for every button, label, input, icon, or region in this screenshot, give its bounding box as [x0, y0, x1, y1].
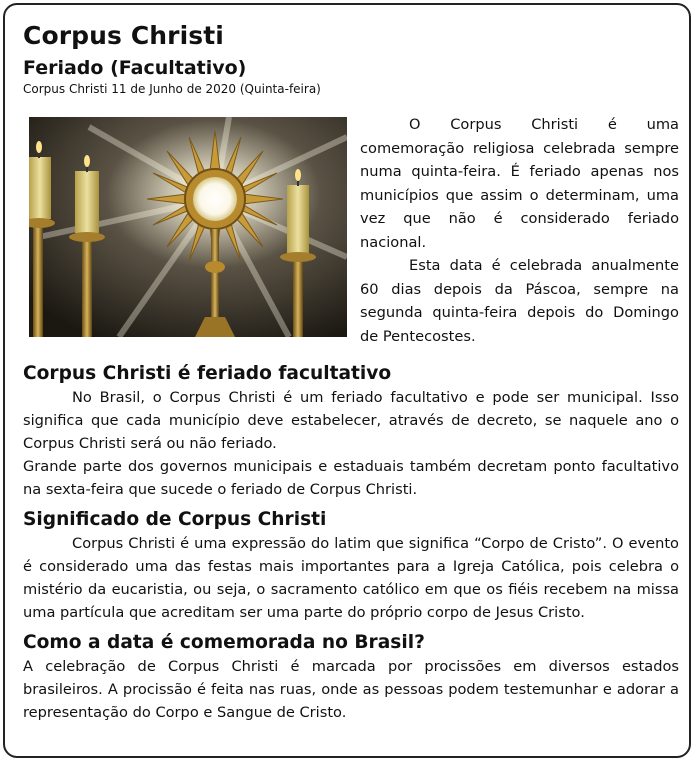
page-title: Corpus Christi [23, 21, 224, 50]
section-paragraph: No Brasil, o Corpus Christi é um feriado facultativo e pode ser municipal. Isso significa que cada município deve estabelecer, através de decreto, se naquele ano o Corpus Christi será ou não feriado. [23, 389, 679, 452]
monstrance-illustration [29, 117, 347, 337]
section-significado [23, 507, 679, 624]
section-paragraph: Corpus Christi é uma expressão do latim que significa “Corpo de Cristo”. O evento é considerado uma das festas mais importantes para a Igreja Católica, pois celebra o mistério da eucaristia, ou seja, o sacramento católico em que os fiéis recebem na missa uma partícula que acreditam ser uma parte do próprio corpo de Jesus Cristo. [23, 535, 679, 621]
section-heading: Significado de Corpus Christi [23, 509, 327, 530]
document-content [23, 19, 679, 724]
intro-paragraph: O Corpus Christi é uma comemoração religiosa celebrada sempre numa quinta-feira. É feriado apenas nos municípios que assim o determinam, uma vez que não é considerado feriado nacional. [360, 116, 679, 251]
intro-row [23, 117, 679, 347]
section-heading: Corpus Christi é feriado facultativo [23, 363, 392, 384]
section-paragraph: A celebração de Corpus Christi é marcada por procissões em diversos estados brasileiros. A procissão é feita nas ruas, onde as pessoas podem testemunhar e adorar a representação do Corpo e Sangue de Cristo. [23, 658, 679, 721]
page-subtitle: Feriado (Facultativo) [23, 57, 247, 79]
monstrance-photo [29, 117, 347, 337]
section-paragraph: Grande parte dos governos municipais e estaduais também decretam ponto facultativo na sexta-feira que sucede o feriado de Corpus Christi. [23, 458, 679, 498]
document-frame [3, 3, 691, 758]
section-facultativo [23, 361, 679, 501]
intro-text [360, 113, 679, 348]
date-line: Corpus Christi 11 de Junho de 2020 (Quinta-feira) [23, 82, 321, 96]
section-heading: Como a data é comemorada no Brasil? [23, 632, 425, 653]
intro-paragraph: Esta data é celebrada anualmente 60 dias depois da Páscoa, sempre na segunda quinta-feira depois do Domingo de Pentecostes. [360, 257, 679, 345]
section-comemoracao [23, 630, 679, 724]
